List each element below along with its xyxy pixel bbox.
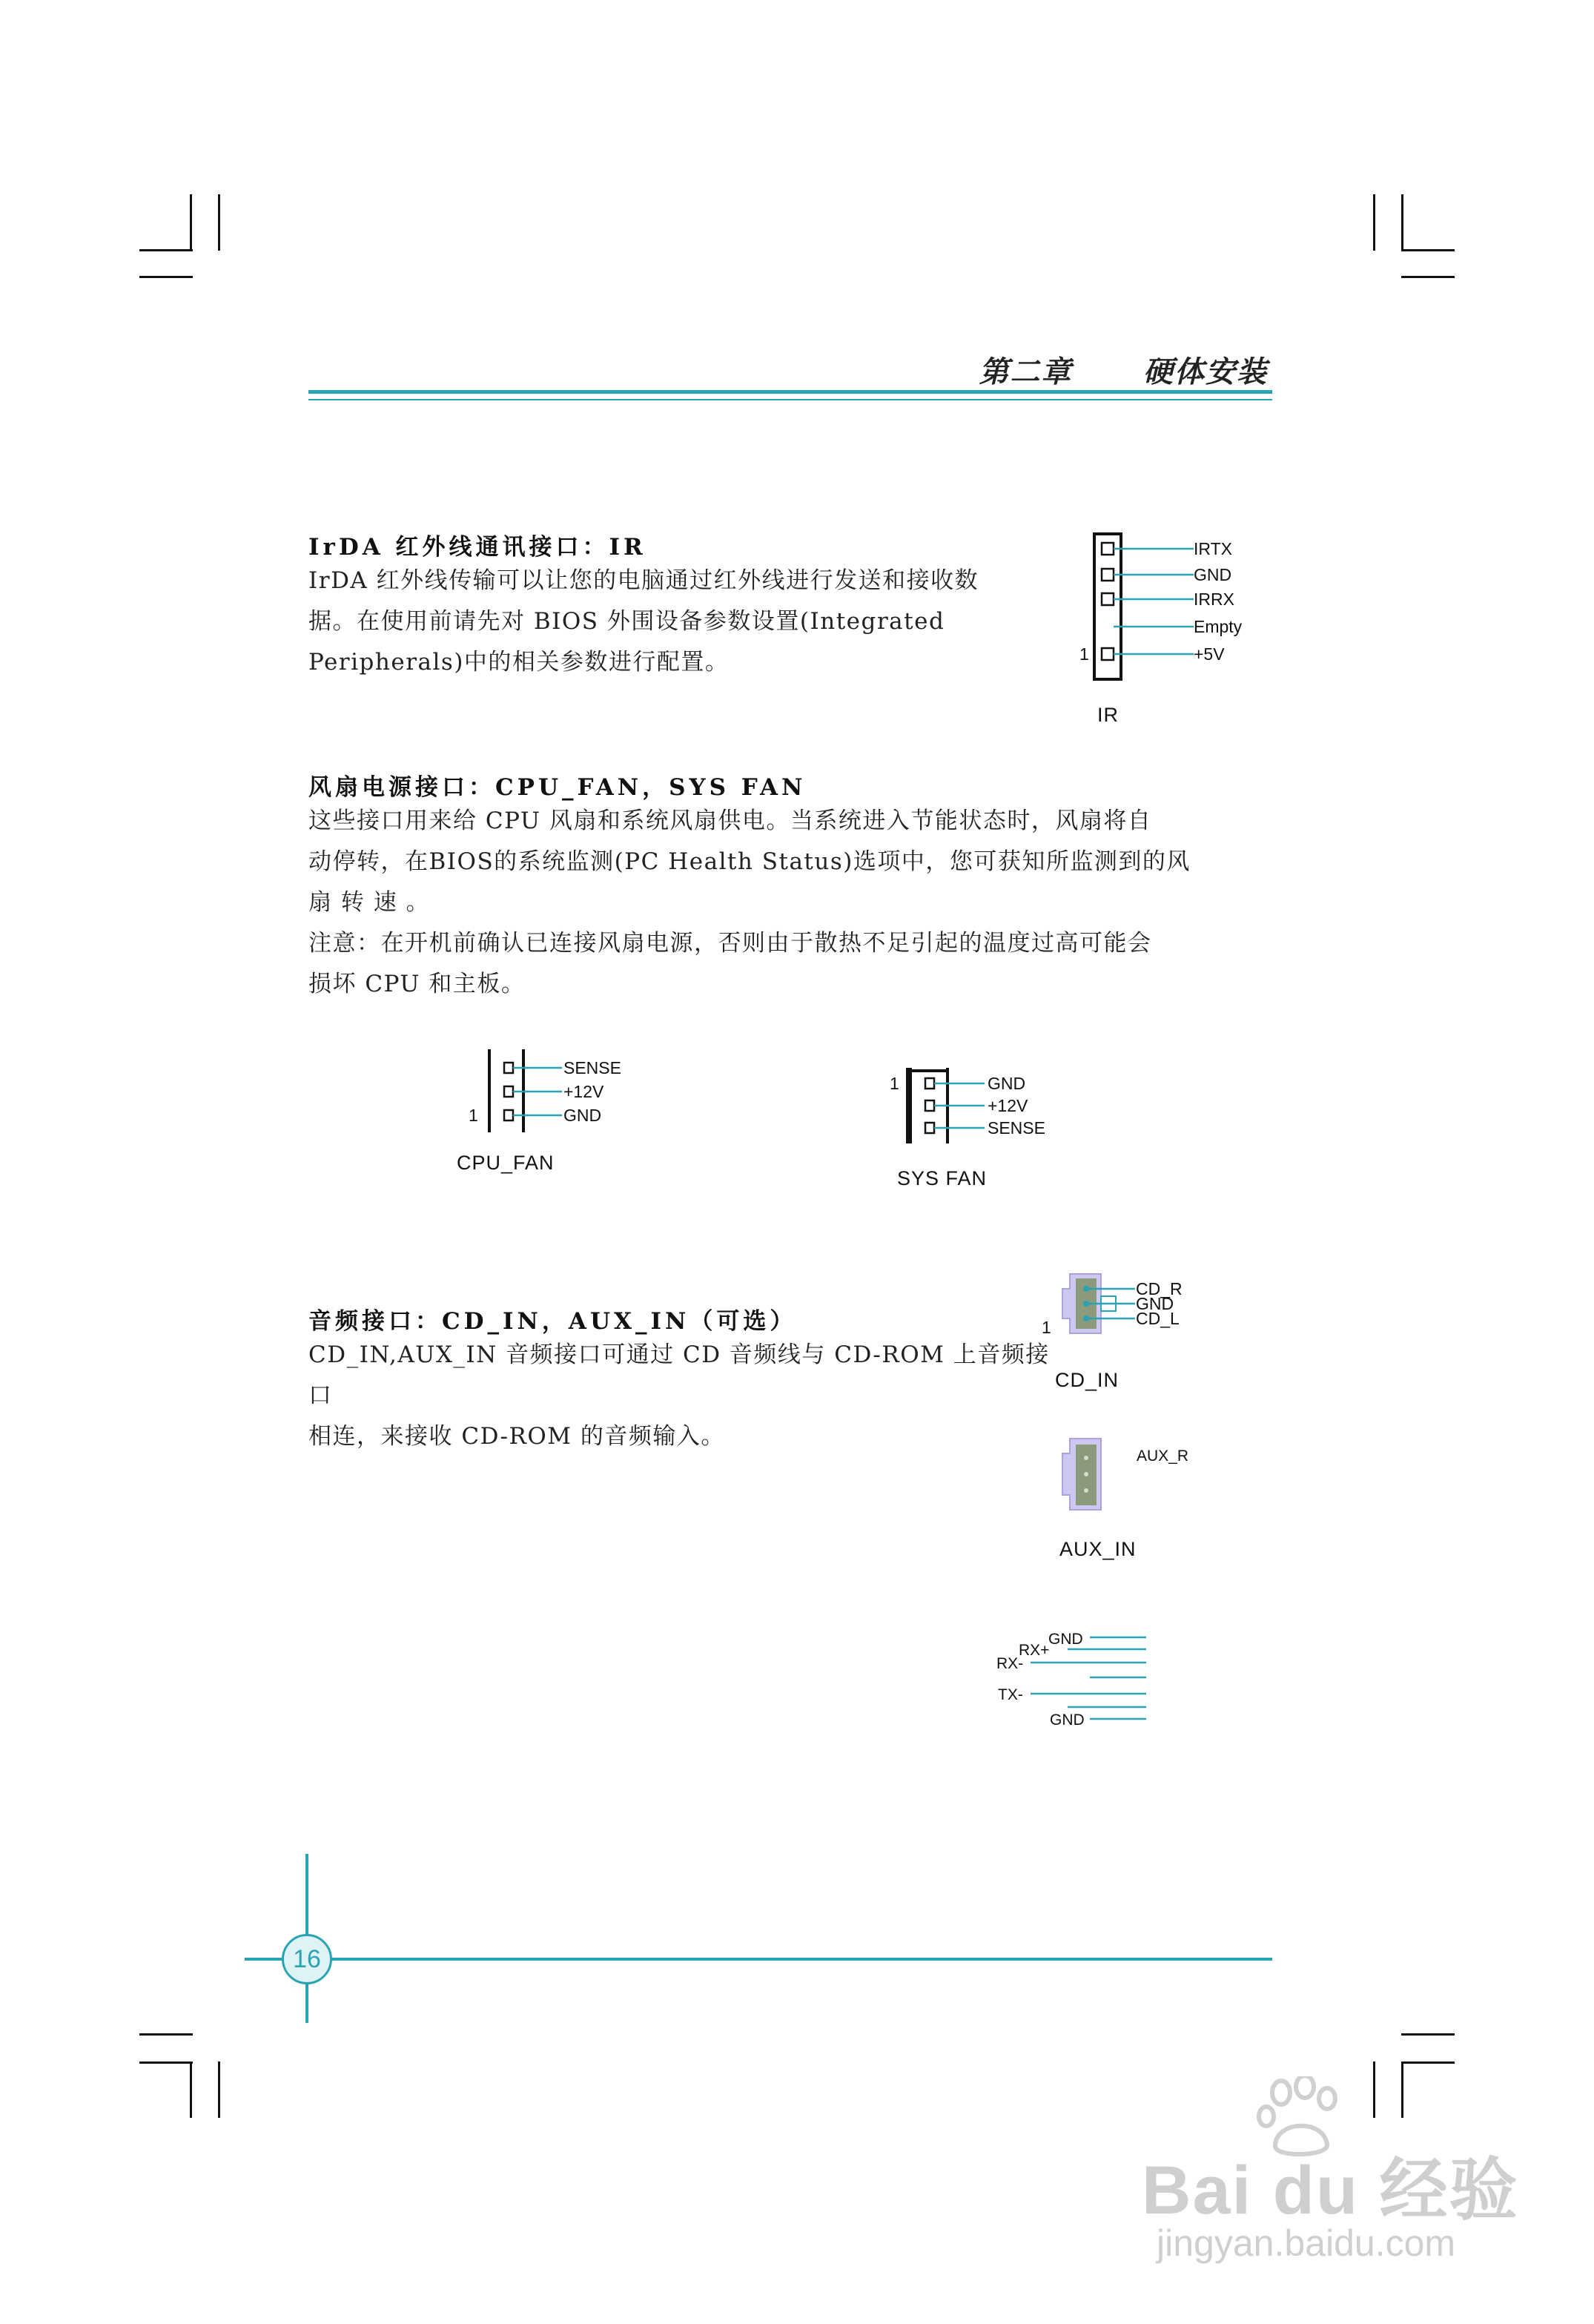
page-number: 16 <box>282 1934 332 1984</box>
sys-fan-pin-label: +12V <box>988 1096 1028 1115</box>
cpu-fan-pin-label: SENSE <box>563 1058 621 1077</box>
ir-pin-label: Empty <box>1194 617 1243 636</box>
section-label: 硬体安装 <box>1143 355 1268 389</box>
cd-in-caption: CD_IN <box>1055 1369 1120 1391</box>
irda-description <box>308 561 1050 683</box>
cd-in-pin-label: GND <box>1136 1294 1174 1313</box>
irda-line: 据。在使用前请先对 BIOS 外围设备参数设置(Integrated <box>308 608 945 635</box>
lan-pin-diagram <box>986 1624 1164 1743</box>
cd-in-pin-label: CD_R <box>1136 1279 1183 1298</box>
cd-in-pin1-marker: 1 <box>1042 1318 1051 1337</box>
fan-line: 损坏 CPU 和主板。 <box>308 971 526 997</box>
sys-fan-pin-label: SENSE <box>988 1118 1045 1138</box>
ir-pin-label: GND <box>1194 565 1232 584</box>
lan-pin-label: RX- <box>996 1655 1024 1672</box>
irda-title: IrDA 红外线通讯接口：IR <box>308 534 646 561</box>
sys-fan-pin-label: GND <box>988 1074 1026 1093</box>
audio-title: 音频接口：CD_IN，AUX_IN（可选） <box>308 1308 797 1335</box>
cd-in-pin-label: CD_L <box>1136 1309 1180 1328</box>
aux-in-caption: AUX_IN <box>1059 1538 1137 1560</box>
lan-pin-label: GND <box>1048 1631 1083 1648</box>
fan-title: 风扇电源接口：CPU_FAN，SYS FAN <box>308 774 807 801</box>
fan-line: 动停转，在BIOS的系统监测(PC Health Status)选项中，您可获知所监测到的风 <box>308 848 1191 875</box>
irda-line: IrDA 红外线传输可以让您的电脑通过红外线进行发送和接收数 <box>308 567 979 594</box>
audio-line: CD_IN,AUX_IN 音频接口可通过 CD 音频线与 CD-ROM 上音频接口 <box>308 1341 1050 1409</box>
chapter-label: 第二章 <box>979 355 1073 389</box>
chapter-header <box>979 349 1268 391</box>
cpu-fan-connector-diagram <box>452 1042 645 1183</box>
cpu-fan-caption: CPU_FAN <box>457 1152 555 1174</box>
aux-in-pin-label: AUX_R <box>1137 1447 1189 1465</box>
fan-line: 这些接口用来给 CPU 风扇和系统风扇供电。当系统进入节能状态时，风扇将自 <box>308 808 1152 834</box>
fan-line: 注意：在开机前确认已连接风扇电源，否则由于散热不足引起的温度过高可能会 <box>308 930 1152 957</box>
lan-pin-label: RX+ <box>1019 1642 1050 1659</box>
watermark-brand: Bai du 经验 <box>1142 2153 1519 2228</box>
ir-pin-label: IRRX <box>1194 590 1234 609</box>
sys-fan-pin1-marker: 1 <box>890 1074 899 1093</box>
ir-caption: IR <box>1097 704 1119 726</box>
aux-in-connector-diagram <box>1034 1431 1212 1565</box>
fan-line: 扇 转 速 。 <box>308 889 431 916</box>
cpu-fan-pin1-marker: 1 <box>469 1106 478 1125</box>
audio-line: 相连，来接收 CD-ROM 的音频输入。 <box>308 1423 725 1450</box>
irda-line: Peripherals)中的相关参数进行配置。 <box>308 649 730 676</box>
ir-pin1-marker: 1 <box>1079 644 1089 664</box>
ir-connector-diagram <box>1068 526 1260 734</box>
sys-fan-caption: SYS FAN <box>897 1167 988 1189</box>
ir-pin-label: IRTX <box>1194 539 1232 558</box>
cpu-fan-pin-label: GND <box>563 1106 602 1125</box>
header-rule-thin <box>308 399 1272 400</box>
audio-description <box>308 1335 1050 1457</box>
fan-description <box>308 801 1272 1005</box>
header-rule-thick <box>308 390 1272 394</box>
cpu-fan-pin-label: +12V <box>563 1082 604 1101</box>
watermark-url: jingyan.baidu.com <box>1157 2222 1456 2264</box>
lan-pin-label: GND <box>1050 1711 1085 1729</box>
cd-in-connector-diagram <box>1034 1270 1212 1403</box>
lan-pin-label: TX- <box>998 1686 1023 1703</box>
footer-rule <box>245 1958 1272 1961</box>
sys-fan-connector-diagram <box>890 1060 1082 1201</box>
ir-pin-label: +5V <box>1194 644 1225 664</box>
